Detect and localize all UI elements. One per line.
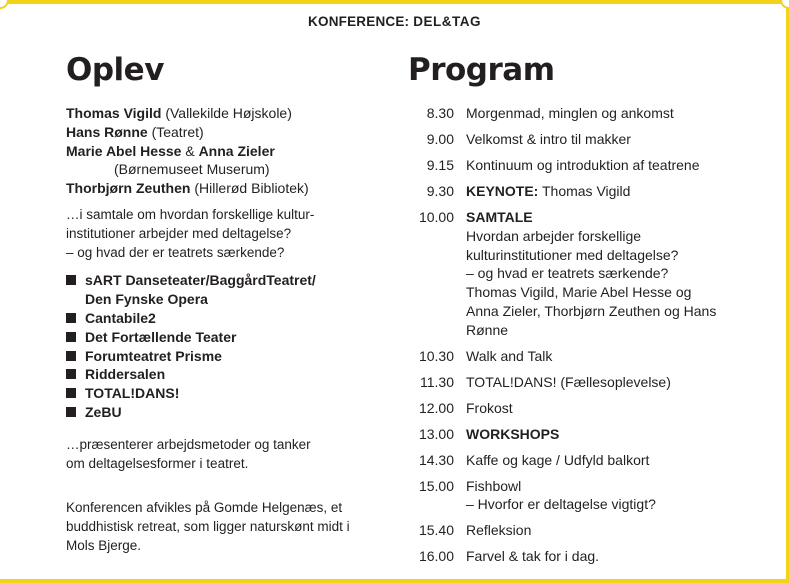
program-title-bold: WORKSHOPS: [466, 425, 560, 442]
program-time: 15.00: [418, 477, 454, 494]
program-time: 10.30: [418, 347, 454, 364]
theater-name-cont: Den Fynske Opera: [85, 291, 208, 308]
speaker-item: [66, 179, 386, 198]
speaker-item: [66, 104, 386, 123]
header-prefix: KONFERENCE:: [308, 14, 410, 29]
left-column-title: Oplev: [66, 52, 164, 88]
speaker-org: (Børnemuseet Muserum): [114, 161, 270, 178]
program-time: 12.00: [418, 399, 454, 416]
program-time: 16.00: [418, 548, 454, 565]
speaker-name: Thorbjørn Zeuthen: [66, 180, 191, 197]
outro-line: om deltagelsesformer i teatret.: [66, 455, 249, 471]
theater-name: Cantabile2: [85, 309, 156, 326]
speaker-org: (Hillerød Bibliotek): [190, 180, 309, 197]
program-title: [466, 347, 738, 366]
program-title-bold: KEYNOTE:: [466, 182, 539, 199]
program-time: 13.00: [418, 425, 454, 442]
program-item: [466, 182, 738, 201]
program-row: [408, 399, 738, 418]
program-time: 10.00: [418, 208, 454, 225]
venue-line: Konferencen afvikles på Gomde Helgenæs, et: [66, 500, 343, 515]
program-title: [466, 521, 738, 540]
square-bullet-icon: [66, 313, 76, 323]
description-line: – og hvad der er teatrets særkende?: [66, 244, 285, 260]
program-item: [466, 425, 738, 444]
program-title-text: Kontinuum og introduktion af teatrene: [466, 156, 700, 173]
theater-name: ZeBU: [85, 403, 122, 420]
program-time: 14.30: [418, 451, 454, 468]
program-row: [408, 182, 738, 201]
program-row: [408, 477, 738, 515]
program-row: [408, 425, 738, 444]
theater-name: Riddersalen: [85, 366, 166, 383]
program-title: [466, 156, 738, 175]
program-title: [466, 547, 738, 566]
theater-item: [66, 403, 386, 422]
program-item: [466, 521, 738, 540]
program-row: [408, 104, 738, 123]
program-row: [408, 347, 738, 366]
program-item: [466, 208, 738, 340]
speaker-name: Thomas Vigild: [66, 105, 162, 121]
square-bullet-icon: [66, 407, 76, 417]
program-title: [466, 477, 738, 496]
program-row: [408, 373, 738, 392]
venue-line: buddhistisk retreat, som ligger naturskønt midt i: [66, 518, 350, 534]
program-title-text: Farvel & tak for i dag.: [466, 548, 600, 565]
program-title-text: Refleksion: [466, 522, 532, 539]
square-bullet-icon: [66, 275, 76, 285]
program-title-text: Walk and Talk: [466, 347, 553, 364]
square-bullet-icon: [66, 332, 76, 342]
program-subline: Rønne: [466, 321, 509, 338]
conversation-description: [66, 206, 386, 262]
corner-circle-left: [0, 0, 9, 9]
theater-item: [66, 347, 386, 366]
program-item: [466, 477, 738, 515]
yellow-frame-top: [0, 0, 789, 4]
corner-circle-right: [780, 0, 789, 9]
speaker-joiner: &: [181, 142, 199, 159]
program-title: [466, 104, 738, 123]
program-title-text: Thomas Vigild: [538, 182, 631, 199]
program-row: [408, 451, 738, 470]
program-item: [466, 399, 738, 418]
program-title-text: Frokost: [466, 399, 513, 416]
program-title-bold: SAMTALE: [466, 208, 533, 225]
description-line: institutioner arbejder med deltagelse?: [66, 225, 292, 241]
speaker-name: Hans Rønne: [66, 123, 148, 140]
right-column-title: Program: [408, 52, 555, 88]
theater-list: [66, 271, 386, 421]
program-subline: Anna Zieler, Thorbjørn Zeuthen og Hans: [466, 302, 717, 319]
speaker-name-second: Anna Zieler: [198, 142, 275, 159]
speaker-org: (Teatret): [147, 123, 204, 140]
program-subline: – Hvorfor er deltagelse vigtigt?: [466, 496, 656, 513]
program-row: [408, 208, 738, 340]
yellow-frame-bottom: [0, 579, 789, 583]
program-time: 11.30: [420, 373, 454, 390]
program-item: [466, 373, 738, 392]
program-title: [466, 451, 738, 470]
program-row: [408, 130, 738, 149]
program-row: [408, 156, 738, 175]
program-schedule: [408, 104, 738, 566]
speaker-org: (Vallekilde Højskole): [161, 105, 292, 121]
theater-presentation-text: [66, 436, 386, 474]
program-item: [466, 104, 738, 123]
program-item: [466, 451, 738, 470]
venue-note: [66, 499, 376, 555]
theater-item: [66, 365, 386, 384]
program-item: [466, 547, 738, 566]
venue-line: Mols Bjerge.: [66, 537, 142, 553]
theater-name: Det Fortællende Teater: [85, 328, 237, 345]
program-title: [466, 425, 738, 444]
program-subline: kulturinstitutioner med deltagelse?: [466, 246, 679, 263]
square-bullet-icon: [66, 351, 76, 361]
program-time: 9.15: [426, 156, 454, 173]
theater-name: Forumteatret Prisme: [85, 347, 222, 364]
program-title: [466, 208, 738, 227]
program-subline: Hvordan arbejder forskellige: [466, 227, 642, 244]
theater-item: [66, 384, 386, 403]
speaker-item: [66, 142, 386, 180]
program-title: [466, 373, 738, 392]
program-row: [408, 547, 738, 566]
left-column: [66, 104, 386, 473]
program-item: [466, 156, 738, 175]
program-title-text: TOTAL!DANS! (Fællesoplevelse): [466, 373, 671, 390]
program-title-text: Velkomst & intro til makker: [466, 130, 631, 147]
program-time: 8.30: [426, 105, 454, 121]
square-bullet-icon: [66, 369, 76, 379]
theater-name: sART Danseteater/BaggårdTeatret/: [85, 272, 316, 289]
speaker-name: Marie Abel Hesse: [66, 142, 182, 159]
program-title: [466, 182, 738, 201]
program-title-text: Morgenmad, minglen og ankomst: [466, 105, 674, 121]
program-time: 9.30: [426, 182, 454, 199]
program-title: [466, 130, 738, 149]
header-brand: DEL&TAG: [413, 14, 481, 29]
program-item: [466, 347, 738, 366]
program-item: [466, 130, 738, 149]
program-subline: – og hvad er teatrets særkende?: [466, 265, 669, 282]
program-title: [466, 399, 738, 418]
program-time: 9.00: [426, 130, 454, 147]
theater-item: [66, 271, 386, 309]
theater-name: TOTAL!DANS!: [85, 385, 180, 402]
square-bullet-icon: [66, 388, 76, 398]
theater-item: [66, 328, 386, 347]
program-title-text: Fishbowl: [466, 477, 522, 494]
page-header: [0, 14, 789, 29]
description-line: …i samtale om hvordan forskellige kultur-: [66, 206, 315, 222]
theater-item: [66, 309, 386, 328]
program-row: [408, 521, 738, 540]
program-time: 15.40: [418, 522, 454, 539]
outro-line: …præsenterer arbejdsmetoder og tanker: [66, 436, 311, 452]
speaker-item: [66, 123, 386, 142]
program-subline: Thomas Vigild, Marie Abel Hesse og: [466, 284, 692, 301]
program-title-text: Kaffe og kage / Udfyld balkort: [466, 451, 650, 468]
